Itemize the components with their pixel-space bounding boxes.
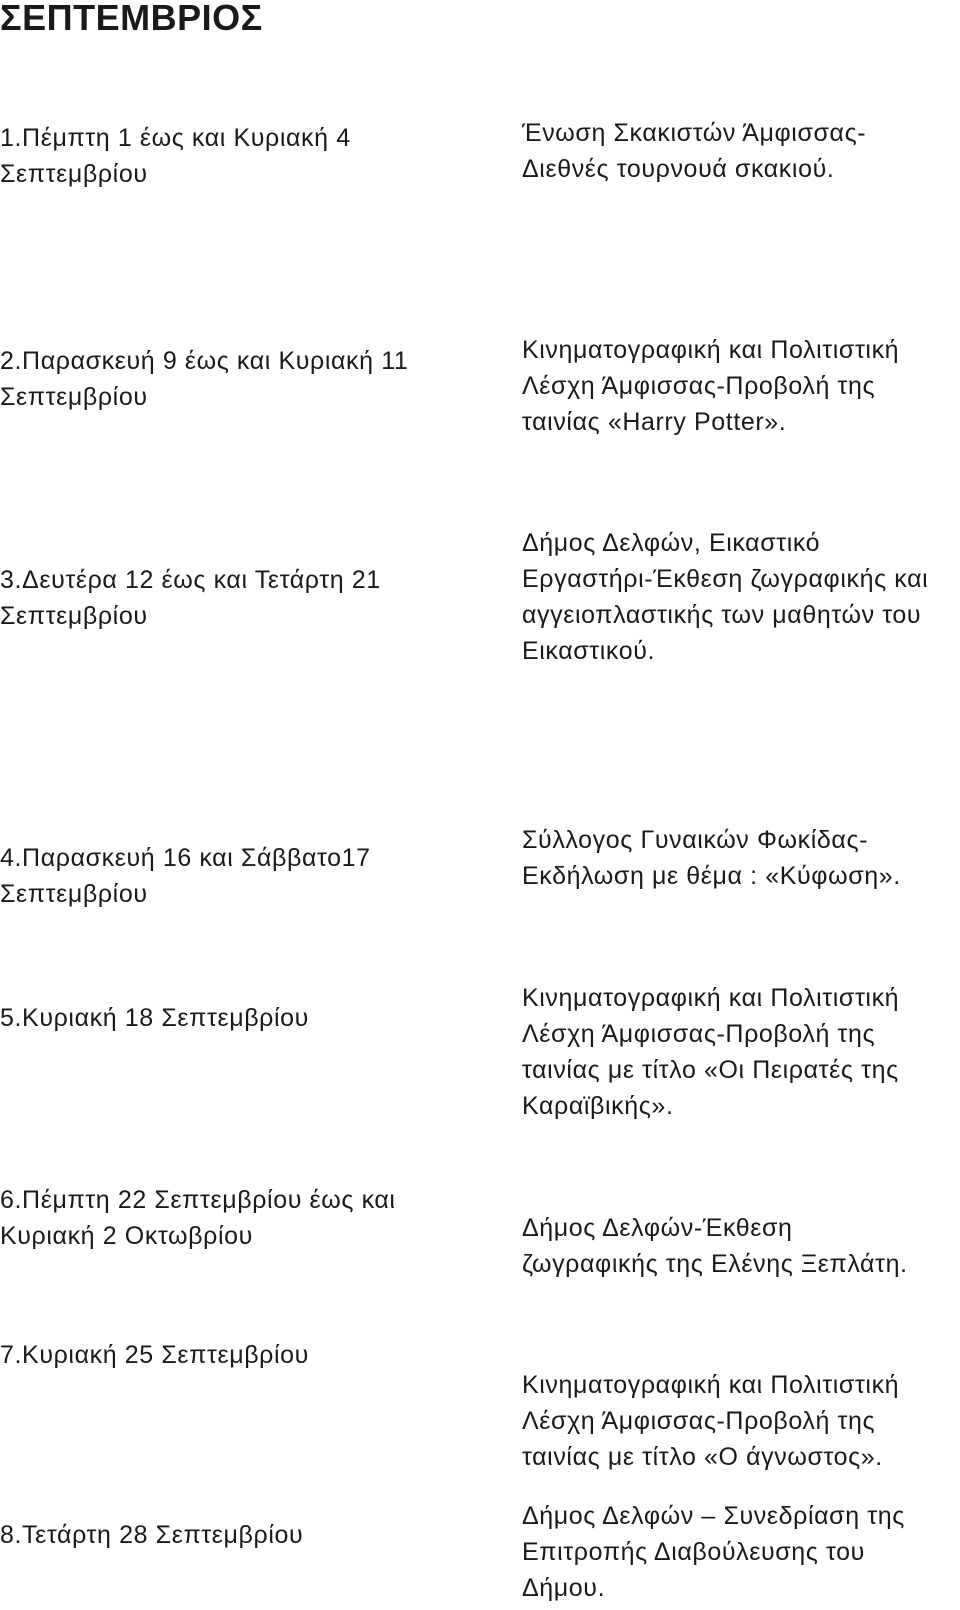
event-description [522, 525, 928, 669]
event-description-line: Σύλλογος Γυναικών Φωκίδας- [522, 826, 869, 854]
event-date [0, 1337, 309, 1373]
event-date-line: 7.Κυριακή 25 Σεπτεμβρίου [0, 1341, 309, 1369]
event-description-line: Διεθνές τουρνουά σκακιού. [522, 155, 835, 183]
event-description-line: ταινίας με τίτλο «Οι Πειρατές της [522, 1056, 899, 1084]
event-description [522, 1210, 908, 1282]
event-description [522, 980, 899, 1124]
event-description-line: Εκδήλωση με θέμα : «Κύφωση». [522, 862, 901, 890]
event-description-line: αγγειοπλαστικής των μαθητών του [522, 601, 922, 629]
event-date [0, 120, 351, 192]
event-description-line: Καραϊβικής». [522, 1092, 674, 1120]
event-date-line: 2.Παρασκευή 9 έως και Κυριακή 11 [0, 347, 409, 375]
event-description-line: Δήμος Δελφών-Έκθεση [522, 1214, 793, 1242]
event-date-line: Κυριακή 2 Οκτωβρίου [0, 1222, 253, 1250]
event-description-line: Δήμος Δελφών – Συνεδρίαση της [522, 1502, 905, 1530]
event-description-line: Δήμος Δελφών, Εικαστικό [522, 529, 821, 557]
event-description-line: Εικαστικού. [522, 637, 656, 665]
event-description-line: Εργαστήρι-Έκθεση ζωγραφικής και [522, 565, 929, 593]
event-date [0, 1000, 309, 1036]
event-description-line: Ένωση Σκακιστών Άμφισσας- [522, 119, 867, 147]
event-description-line: Λέσχη Άμφισσας-Προβολή της [522, 1020, 876, 1048]
event-description-line: ταινίας «Harry Potter». [522, 408, 787, 436]
event-description-line: Δήμου. [522, 1574, 606, 1602]
event-description [522, 332, 899, 440]
page-title: ΣΕΠΤΕΜΒΡΙΟΣ [0, 0, 263, 38]
event-description [522, 1367, 899, 1475]
event-description-line: Επιτροπής Διαβούλευσης του [522, 1538, 865, 1566]
event-date [0, 1517, 303, 1553]
event-date-line: 1.Πέμπτη 1 έως και Κυριακή 4 [0, 124, 351, 152]
event-date [0, 840, 371, 912]
event-description-line: Κινηματογραφική και Πολιτιστική [522, 1371, 900, 1399]
event-description-line: Λέσχη Άμφισσας-Προβολή της [522, 372, 876, 400]
event-date-line: 8.Τετάρτη 28 Σεπτεμβρίου [0, 1521, 304, 1549]
event-description [522, 822, 901, 894]
event-description [522, 115, 866, 187]
event-description-line: Κινηματογραφική και Πολιτιστική [522, 984, 900, 1012]
event-date-line: Σεπτεμβρίου [0, 602, 148, 630]
event-date [0, 1182, 396, 1254]
event-description-line: Κινηματογραφική και Πολιτιστική [522, 336, 900, 364]
event-date [0, 562, 381, 634]
event-description-line: ζωγραφικής της Ελένης Ξεπλάτη. [522, 1250, 908, 1278]
event-date-line: 6.Πέμπτη 22 Σεπτεμβρίου έως και [0, 1186, 396, 1214]
event-date-line: 3.Δευτέρα 12 έως και Τετάρτη 21 [0, 566, 381, 594]
event-date-line: 5.Κυριακή 18 Σεπτεμβρίου [0, 1004, 309, 1032]
event-date-line: Σεπτεμβρίου [0, 160, 148, 188]
event-description-line: ταινίας με τίτλο «Ο άγνωστος». [522, 1443, 883, 1471]
event-date-line: Σεπτεμβρίου [0, 383, 148, 411]
event-description [522, 1498, 905, 1606]
event-date-line: Σεπτεμβρίου [0, 880, 148, 908]
event-description-line: Λέσχη Άμφισσας-Προβολή της [522, 1407, 876, 1435]
event-date-line: 4.Παρασκευή 16 και Σάββατο17 [0, 844, 371, 872]
event-date [0, 343, 408, 415]
